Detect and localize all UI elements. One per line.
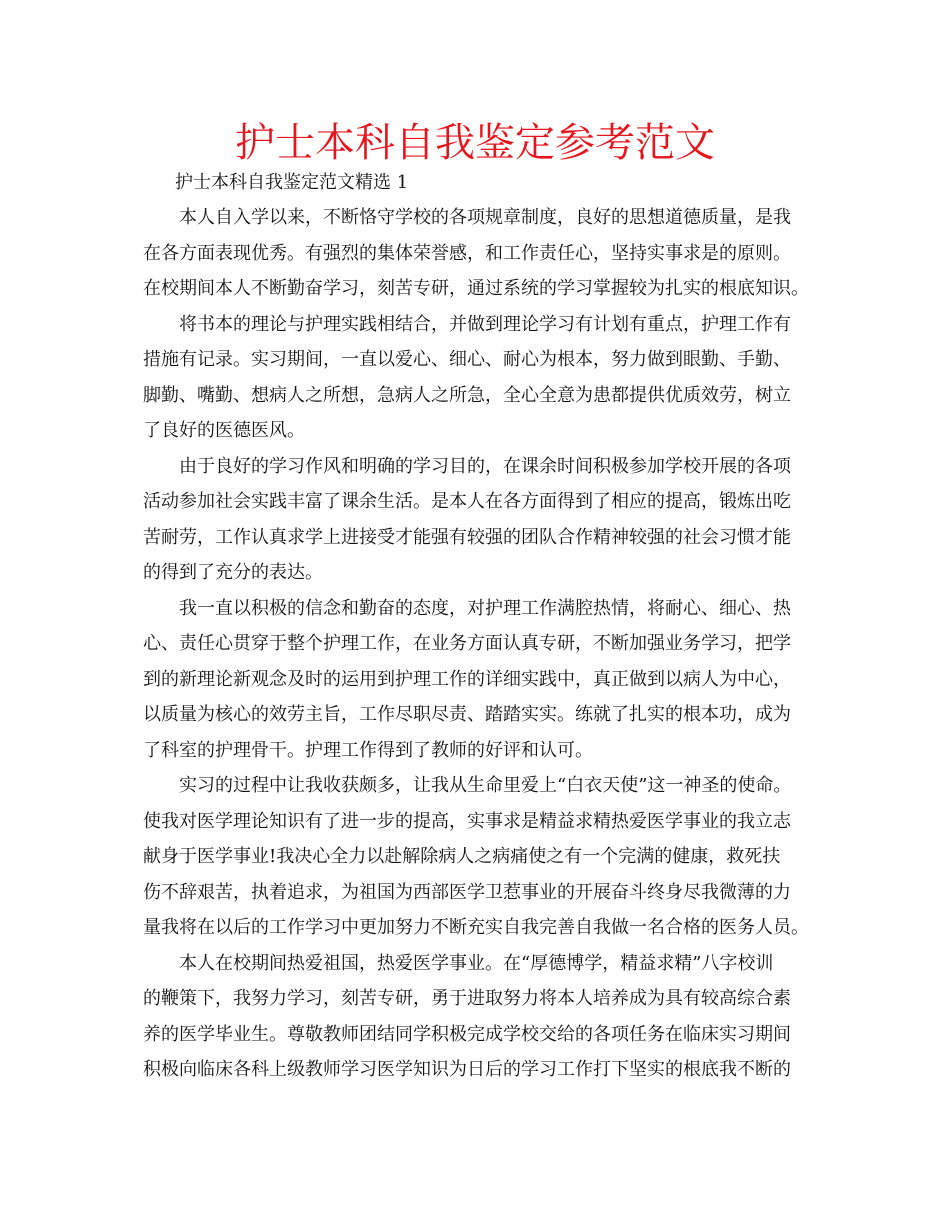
- paragraph-line: 的得到了充分的表达。: [143, 562, 323, 583]
- paragraph-line: 献身于医学事业!我决心全力以赴解除病人之病痛使之有一个完满的健康，救死扶: [143, 846, 781, 867]
- paragraph-line: 养的医学毕业生。尊敬教师团结同学积极完成学校交给的各项任务在临床实习期间: [143, 1023, 791, 1045]
- paragraph-line: 在校期间本人不断勤奋学习，刻苦专研，通过系统的学习掌握较为扎实的根底知识。: [143, 278, 809, 299]
- paragraph-line: 苦耐劳，工作认真求学上进接受才能强有较强的团队合作精神较强的社会习惯才能: [143, 526, 791, 548]
- paragraph-line: 了良好的医德医风。: [143, 420, 305, 441]
- paragraph-line: 本人自入学以来，不断恪守学校的各项规章制度，良好的思想道德质量，是我: [179, 207, 791, 228]
- paragraph-2: [143, 307, 833, 449]
- paragraph-4: [143, 591, 833, 769]
- document-title: 护士本科自我鉴定参考范文: [235, 120, 715, 166]
- paragraph-line: 心、责任心贯穿于整个护理工作，在业务方面认真专研，不断加强业务学习，把学: [143, 633, 791, 654]
- paragraph-line: 到的新理论新观念及时的运用到护理工作的详细实践中，真正做到以病人为中心，: [143, 668, 791, 690]
- paragraph-5: [143, 768, 833, 946]
- paragraph-line: 将书本的理论与护理实践相结合，并做到理论学习有计划有重点，护理工作有: [179, 313, 791, 335]
- document-body: [143, 166, 833, 1088]
- paragraph-line: 的鞭策下，我努力学习，刻苦专研，勇于进取努力将本人培养成为具有较高综合素: [143, 988, 791, 1009]
- paragraph-line: 积极向临床各科上级教师学习医学知识为日后的学习工作打下坚实的根底我不断的: [143, 1059, 791, 1080]
- paragraph-line: 脚勤、嘴勤、想病人之所想，急病人之所急，全心全意为患都提供优质效劳，树立: [143, 384, 791, 406]
- paragraph-3: [143, 449, 833, 591]
- paragraph-line: 伤不辞艰苦，执着追求，为祖国为西部医学卫惹事业的开展奋斗终身尽我微薄的力: [143, 881, 791, 903]
- paragraph-line: 在各方面表现优秀。有强烈的集体荣誉感，和工作责任心，坚持实事求是的原则。: [143, 242, 791, 264]
- paragraph-line: 实习的过程中让我收获颇多，让我从生命里爱上“白衣天使”这一神圣的使命。: [179, 775, 792, 796]
- paragraph-line: 本人在校期间热爱祖国，热爱医学事业。在“厚德博学，精益求精”八字校训: [179, 952, 774, 974]
- paragraph-line: 我一直以积极的信念和勤奋的态度，对护理工作满腔热情，将耐心、细心、热: [179, 597, 791, 619]
- paragraph-line: 了科室的护理骨干。护理工作得到了教师的好评和认可。: [143, 739, 593, 761]
- paragraph-line: 活动参加社会实践丰富了课余生活。是本人在各方面得到了相应的提高，锻炼出吃: [143, 491, 791, 512]
- paragraph-line: 措施有记录。实习期间，一直以爱心、细心、耐心为根本，努力做到眼勤、手勤、: [143, 349, 791, 370]
- paragraph-1: [143, 200, 833, 307]
- paragraph-line: 量我将在以后的工作学习中更加努力不断充实自我完善自我做一名合格的医务人员。: [143, 917, 809, 938]
- paragraph-line: 使我对医学理论知识有了进一步的提高，实事求是精益求精热爱医学事业的我立志: [143, 810, 791, 832]
- paragraph-line: 由于良好的学习作风和明确的学习目的，在课余时间积极参加学校开展的各项: [179, 455, 791, 477]
- paragraph-line: 以质量为核心的效劳主旨，工作尽职尽责、踏踏实实。练就了扎实的根本功，成为: [143, 704, 791, 725]
- paragraph-6: [143, 946, 833, 1088]
- document-subtitle: 护士本科自我鉴定范文精选 1: [175, 172, 409, 193]
